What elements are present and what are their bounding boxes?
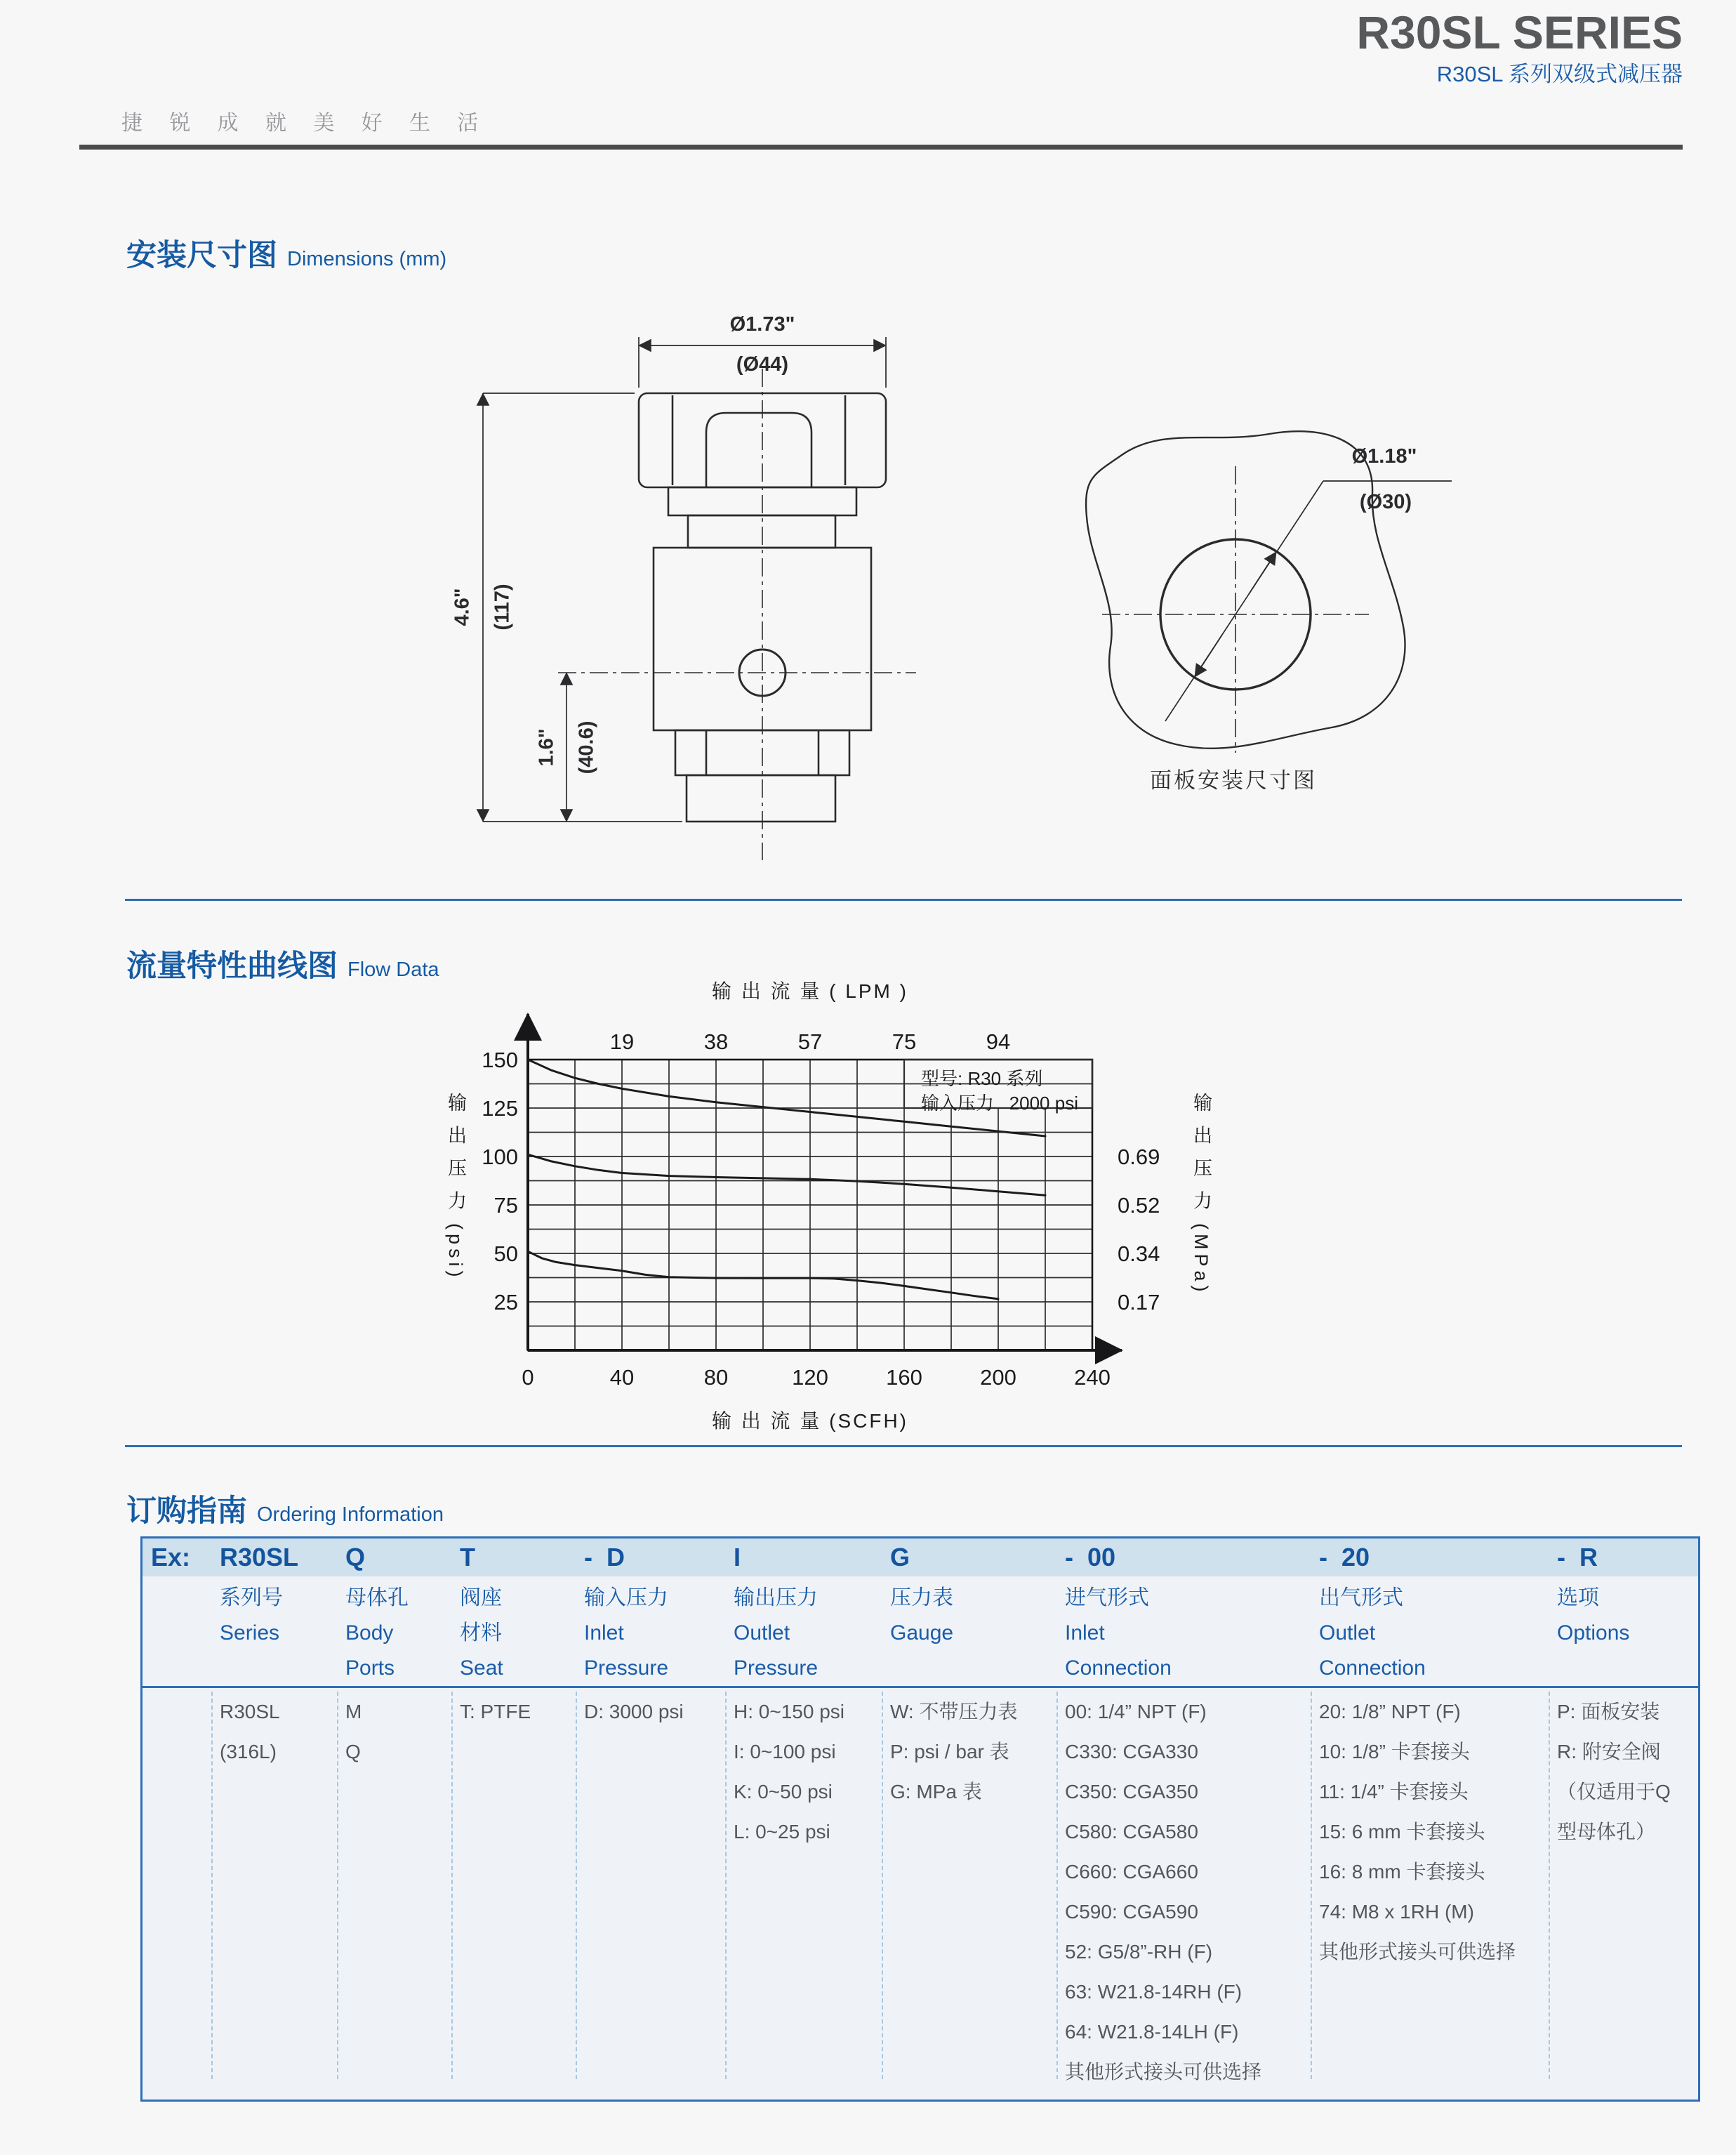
ordering-header-line: 选项 bbox=[1557, 1586, 1599, 1609]
chart-tick-label: 100 bbox=[482, 1145, 518, 1169]
chart-tick-label: 75 bbox=[493, 1193, 518, 1218]
ordering-header-line: 压力表 bbox=[890, 1586, 953, 1609]
ordering-column-code: R30SL bbox=[220, 1543, 299, 1571]
chart-tick-label: 160 bbox=[886, 1365, 922, 1390]
ordering-header-line: Inlet bbox=[1065, 1621, 1105, 1645]
ordering-column-divider bbox=[211, 1692, 213, 2079]
ordering-column-items bbox=[734, 1692, 844, 1852]
ordering-item: 20: 1/8” NPT (F) bbox=[1319, 1701, 1461, 1722]
ordering-item: C580: CGA580 bbox=[1065, 1821, 1198, 1843]
ordering-item: L: 0~25 psi bbox=[734, 1821, 830, 1843]
flow-curve bbox=[528, 1154, 1045, 1195]
ordering-column-header bbox=[1319, 1581, 1426, 1686]
ordering-column-header bbox=[345, 1581, 409, 1686]
ordering-item: Q bbox=[345, 1741, 361, 1762]
chart-top-axis-title: 输 出 流 量 ( LPM ) bbox=[712, 980, 908, 1002]
ordering-header-line: Inlet bbox=[584, 1621, 624, 1645]
ordering-column-items bbox=[220, 1692, 280, 1772]
chart-tick-label: 0 bbox=[522, 1365, 534, 1390]
dim-panel-hole-in: Ø1.18" bbox=[1351, 445, 1417, 468]
ordering-header-line: 输出压力 bbox=[734, 1586, 818, 1609]
ordering-item: R30SL bbox=[220, 1701, 280, 1722]
ordering-item: P: psi / bar 表 bbox=[890, 1741, 1009, 1762]
chart-legend-model: 型号: R30 系列 bbox=[921, 1068, 1043, 1089]
ordering-column-divider bbox=[725, 1692, 727, 2079]
chart-tick-label: 94 bbox=[986, 1029, 1011, 1054]
ordering-item: 00: 1/4” NPT (F) bbox=[1065, 1701, 1207, 1722]
ordering-column-code: Ex: bbox=[151, 1543, 191, 1571]
ordering-column-divider bbox=[882, 1692, 883, 2079]
ordering-column-divider bbox=[1549, 1692, 1550, 2079]
chart-tick-label: 80 bbox=[703, 1365, 729, 1390]
ordering-column-header bbox=[1065, 1581, 1172, 1686]
ordering-table-header-band bbox=[143, 1538, 1698, 1576]
ordering-column-header bbox=[734, 1581, 818, 1686]
ordering-item: K: 0~50 psi bbox=[734, 1781, 833, 1803]
ordering-item: 其他形式接头可供选择 bbox=[1319, 1941, 1516, 1963]
chart-tick-label: 125 bbox=[482, 1096, 518, 1121]
chart-tick-label: 57 bbox=[797, 1029, 823, 1054]
ordering-column-header bbox=[1557, 1581, 1629, 1651]
page-title: R30SL SERIES bbox=[1356, 6, 1683, 58]
chart-tick-label: 120 bbox=[792, 1365, 828, 1390]
ordering-item: W: 不带压力表 bbox=[890, 1701, 1018, 1722]
ordering-column-header bbox=[584, 1581, 668, 1686]
ordering-header-line: 进气形式 bbox=[1065, 1586, 1149, 1609]
ordering-header-line: Ports bbox=[345, 1656, 395, 1680]
ordering-item: 其他形式接头可供选择 bbox=[1065, 2061, 1262, 2083]
ordering-column-divider bbox=[451, 1692, 453, 2079]
section-dimensions-en: Dimensions (mm) bbox=[287, 248, 447, 270]
dim-total-height-in: 4.6" bbox=[451, 588, 474, 626]
ordering-column-items bbox=[345, 1692, 362, 1772]
ordering-item: T: PTFE bbox=[460, 1701, 531, 1722]
ordering-item: C350: CGA350 bbox=[1065, 1781, 1198, 1803]
section-flow-zh: 流量特性曲线图 bbox=[126, 949, 338, 983]
ordering-column-code: I bbox=[734, 1543, 741, 1571]
ordering-column-items bbox=[1065, 1692, 1261, 2092]
ordering-item: H: 0~150 psi bbox=[734, 1701, 844, 1722]
dim-knob-diameter-mm: (Ø44) bbox=[736, 353, 789, 376]
ordering-item: （仅适用于Q bbox=[1557, 1781, 1671, 1803]
dim-lower-height-mm: (40.6) bbox=[575, 720, 598, 775]
chart-tick-label: 25 bbox=[493, 1290, 518, 1314]
chart-tick-label: 0.17 bbox=[1118, 1290, 1160, 1314]
ordering-header-line: 阀座 bbox=[460, 1586, 502, 1609]
ordering-header-line: Outlet bbox=[1319, 1621, 1376, 1645]
chart-tick-label: 19 bbox=[609, 1029, 635, 1054]
dim-panel-hole-mm: (Ø30) bbox=[1359, 491, 1412, 513]
ordering-item: (316L) bbox=[220, 1741, 277, 1762]
ordering-column-header bbox=[890, 1581, 953, 1651]
ordering-column-divider bbox=[1056, 1692, 1058, 2079]
ordering-header-line: 系列号 bbox=[220, 1586, 283, 1609]
ordering-column-items bbox=[460, 1692, 531, 1732]
ordering-item: 74: M8 x 1RH (M) bbox=[1319, 1901, 1474, 1923]
chart-right-axis-title: 输 出 压 力 (MPa) bbox=[1191, 1093, 1212, 1296]
chart-tick-label: 0.69 bbox=[1118, 1145, 1160, 1169]
chart-tick-label: 0.34 bbox=[1118, 1241, 1160, 1266]
ordering-item: 16: 8 mm 卡套接头 bbox=[1319, 1861, 1485, 1883]
ordering-item: R: 附安全阀 bbox=[1557, 1741, 1661, 1762]
ordering-header-line: Connection bbox=[1065, 1656, 1172, 1680]
chart-left-axis-title: 输 出 压 力 (psi) bbox=[445, 1093, 466, 1281]
section-ordering-en: Ordering Information bbox=[257, 1503, 444, 1526]
chart-tick-label: 200 bbox=[980, 1365, 1016, 1390]
ordering-header-line: Options bbox=[1557, 1621, 1630, 1645]
ordering-header-line: Gauge bbox=[890, 1621, 954, 1645]
dim-knob-diameter-in: Ø1.73" bbox=[729, 313, 795, 336]
section-flow-en: Flow Data bbox=[347, 958, 439, 981]
ordering-column-divider bbox=[337, 1692, 338, 2079]
ordering-header-line: 材料 bbox=[460, 1621, 502, 1645]
ordering-header-line: Pressure bbox=[734, 1656, 819, 1680]
chart-tick-label: 240 bbox=[1074, 1365, 1111, 1390]
ordering-item: 15: 6 mm 卡套接头 bbox=[1319, 1821, 1485, 1843]
ordering-column-divider bbox=[576, 1692, 577, 2079]
ordering-item: C590: CGA590 bbox=[1065, 1901, 1198, 1923]
ordering-column-code: T bbox=[460, 1543, 475, 1571]
brand-tagline: 捷 锐 成 就 美 好 生 活 bbox=[121, 112, 489, 135]
ordering-table bbox=[140, 1536, 1700, 2102]
ordering-column-items bbox=[1557, 1692, 1671, 1852]
ordering-item: I: 0~100 psi bbox=[734, 1741, 836, 1762]
chart-tick-label: 40 bbox=[609, 1365, 635, 1390]
ordering-table-separator bbox=[143, 1686, 1698, 1688]
panel-drawing-caption: 面板安装尺寸图 bbox=[1150, 768, 1317, 793]
ordering-header-line: Body bbox=[345, 1621, 394, 1645]
ordering-header-line: 输入压力 bbox=[584, 1586, 668, 1609]
dim-total-height-mm: (117) bbox=[491, 584, 514, 631]
ordering-column-code: G bbox=[890, 1543, 910, 1571]
chart-tick-label: 150 bbox=[482, 1048, 518, 1072]
ordering-item: P: 面板安装 bbox=[1557, 1701, 1660, 1722]
ordering-column-header bbox=[220, 1581, 283, 1651]
ordering-item: 10: 1/8” 卡套接头 bbox=[1319, 1741, 1470, 1762]
ordering-item: C660: CGA660 bbox=[1065, 1861, 1198, 1883]
chart-tick-label: 38 bbox=[703, 1029, 729, 1054]
ordering-column-code: - 20 bbox=[1319, 1543, 1370, 1571]
ordering-header-line: 出气形式 bbox=[1319, 1586, 1403, 1609]
ordering-item: 11: 1/4” 卡套接头 bbox=[1319, 1781, 1469, 1803]
ordering-item: G: MPa 表 bbox=[890, 1781, 982, 1803]
chart-tick-label: 0.52 bbox=[1118, 1193, 1160, 1218]
chart-bottom-axis-title: 输 出 流 量 (SCFH) bbox=[712, 1410, 908, 1432]
chart-legend-inlet-pressure: 输入压力 2000 psi bbox=[921, 1093, 1078, 1114]
ordering-column-code: Q bbox=[345, 1543, 366, 1571]
ordering-item: M bbox=[345, 1701, 362, 1722]
ordering-column-header bbox=[460, 1581, 503, 1686]
ordering-column-code: - 00 bbox=[1065, 1543, 1116, 1571]
section-ordering-zh: 订购指南 bbox=[126, 1494, 247, 1528]
section-dimensions-zh: 安装尺寸图 bbox=[126, 239, 277, 272]
ordering-column-code: - R bbox=[1557, 1543, 1598, 1571]
ordering-header-line: 母体孔 bbox=[345, 1586, 409, 1609]
ordering-column-items bbox=[584, 1692, 684, 1732]
ordering-column-divider bbox=[1311, 1692, 1312, 2079]
dim-lower-height-in: 1.6" bbox=[535, 728, 558, 767]
chart-tick-label: 50 bbox=[493, 1241, 518, 1266]
ordering-header-line: Connection bbox=[1319, 1656, 1426, 1680]
ordering-header-line: Series bbox=[220, 1621, 280, 1645]
ordering-item: 64: W21.8-14LH (F) bbox=[1065, 2021, 1239, 2043]
ordering-header-line: Seat bbox=[460, 1656, 503, 1680]
ordering-header-line: Outlet bbox=[734, 1621, 790, 1645]
chart-tick-label: 75 bbox=[892, 1029, 917, 1054]
ordering-item: D: 3000 psi bbox=[584, 1701, 684, 1722]
ordering-item: 63: W21.8-14RH (F) bbox=[1065, 1981, 1243, 2003]
ordering-column-items bbox=[1319, 1692, 1516, 1972]
ordering-item: C330: CGA330 bbox=[1065, 1741, 1198, 1762]
ordering-item: 型母体孔） bbox=[1557, 1821, 1656, 1843]
ordering-column-items bbox=[890, 1692, 1017, 1812]
page-subtitle: R30SL 系列双级式减压器 bbox=[1436, 62, 1683, 86]
ordering-item: 52: G5/8”-RH (F) bbox=[1065, 1941, 1213, 1963]
ordering-column-code: - D bbox=[584, 1543, 625, 1571]
ordering-header-line: Pressure bbox=[584, 1656, 669, 1680]
